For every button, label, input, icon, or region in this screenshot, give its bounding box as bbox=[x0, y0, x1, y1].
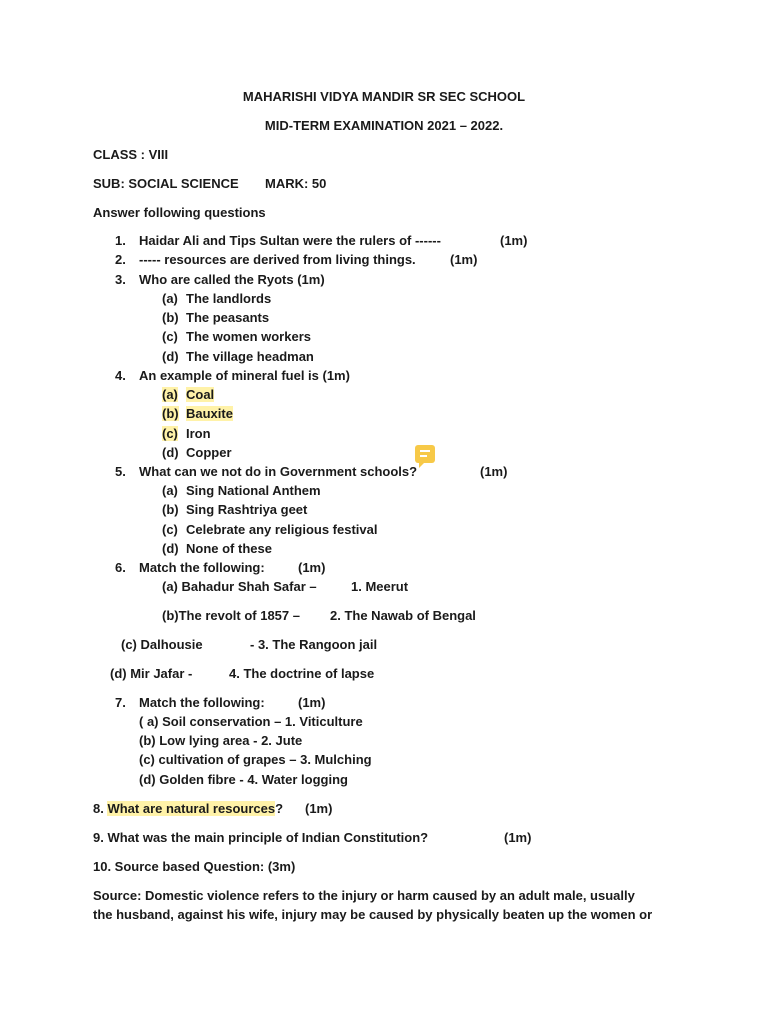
q6-row-c-right: - 3. The Rangoon jail bbox=[250, 637, 378, 652]
q8-mark: (1m) bbox=[305, 801, 333, 816]
q3-option-a-text: The landlords bbox=[186, 291, 272, 306]
q4-option-c-label: (c) bbox=[162, 426, 178, 441]
q7-row-d: (d) Golden fibre - 4. Water logging bbox=[139, 772, 348, 787]
q5-option-d-label: (d) bbox=[162, 541, 179, 556]
q1-text: Haidar Ali and Tips Sultan were the rulers of ------ bbox=[139, 233, 441, 248]
q8-text: What are natural resources bbox=[107, 801, 276, 816]
source-line-1: Source: Domestic violence refers to the injury or harm caused by an adult male, usually bbox=[93, 888, 635, 903]
q5-number: 5. bbox=[115, 464, 126, 479]
q6-row-d-left: (d) Mir Jafar - bbox=[110, 666, 193, 681]
q4-option-a-label: (a) bbox=[162, 387, 178, 402]
q5-option-d-text: None of these bbox=[186, 541, 272, 556]
q6-number: 6. bbox=[115, 560, 126, 575]
q7-mark: (1m) bbox=[298, 695, 326, 710]
q3-text: Who are called the Ryots (1m) bbox=[139, 272, 325, 287]
q3-number: 3. bbox=[115, 272, 126, 287]
q3-option-a-label: (a) bbox=[162, 291, 178, 306]
q7-number: 7. bbox=[115, 695, 126, 710]
class-label: CLASS : VIII bbox=[93, 147, 169, 162]
q7-row-a: ( a) Soil conservation – 1. Viticulture bbox=[139, 714, 363, 729]
q6-row-d-right: 4. The doctrine of lapse bbox=[229, 666, 375, 681]
q9-text: 9. What was the main principle of Indian Constitution? bbox=[93, 830, 429, 845]
q5-option-a-text: Sing National Anthem bbox=[186, 483, 321, 498]
q4-option-d-label: (d) bbox=[162, 445, 179, 460]
q6-row-a-right: 1. Meerut bbox=[351, 579, 409, 594]
school-name: MAHARISHI VIDYA MANDIR SR SEC SCHOOL bbox=[242, 89, 526, 104]
q2-mark: (1m) bbox=[450, 252, 478, 267]
q5-mark: (1m) bbox=[480, 464, 508, 479]
q3-option-b-label: (b) bbox=[162, 310, 179, 325]
q6-row-b-right: 2. The Nawab of Bengal bbox=[330, 608, 476, 623]
q2-text: ----- resources are derived from living things. bbox=[139, 252, 416, 267]
q4-number: 4. bbox=[115, 368, 126, 383]
q3-option-d-text: The village headman bbox=[186, 349, 314, 364]
q1-mark: (1m) bbox=[500, 233, 528, 248]
q3-option-c-label: (c) bbox=[162, 329, 178, 344]
q4-text: An example of mineral fuel is (1m) bbox=[139, 368, 350, 383]
q4-option-b-text: Bauxite bbox=[186, 406, 233, 421]
q4-option-d-text: Copper bbox=[186, 445, 232, 460]
q6-row-c-left: (c) Dalhousie bbox=[121, 637, 203, 652]
q6-row-a-left: (a) Bahadur Shah Safar – bbox=[162, 579, 317, 594]
q5-option-c-label: (c) bbox=[162, 522, 178, 537]
comment-icon[interactable] bbox=[415, 445, 435, 463]
exam-title: MID-TERM EXAMINATION 2021 – 2022. bbox=[264, 118, 504, 133]
q6-text: Match the following: bbox=[139, 560, 265, 575]
q4-option-c-text: Iron bbox=[186, 426, 211, 441]
q7-row-b: (b) Low lying area - 2. Jute bbox=[139, 733, 303, 748]
q5-option-b-label: (b) bbox=[162, 502, 179, 517]
mark-label: MARK: 50 bbox=[265, 176, 327, 191]
q8-number: 8. bbox=[93, 801, 104, 816]
q2-number: 2. bbox=[115, 252, 126, 267]
q10-text: 10. Source based Question: (3m) bbox=[93, 859, 296, 874]
q3-option-d-label: (d) bbox=[162, 349, 179, 364]
q5-option-c-text: Celebrate any religious festival bbox=[186, 522, 378, 537]
q5-text: What can we not do in Government schools? bbox=[139, 464, 418, 479]
q7-row-c: (c) cultivation of grapes – 3. Mulching bbox=[139, 752, 372, 767]
q4-option-b-label: (b) bbox=[162, 406, 179, 421]
subject-label: SUB: SOCIAL SCIENCE bbox=[93, 176, 239, 191]
q8-line bbox=[93, 801, 283, 817]
q7-text: Match the following: bbox=[139, 695, 265, 710]
q6-row-b-left: (b)The revolt of 1857 – bbox=[162, 608, 300, 623]
q6-mark: (1m) bbox=[298, 560, 326, 575]
q9-mark: (1m) bbox=[504, 830, 532, 845]
q4-option-a-text: Coal bbox=[186, 387, 215, 402]
q5-option-a-label: (a) bbox=[162, 483, 178, 498]
q5-option-b-text: Sing Rashtriya geet bbox=[186, 502, 308, 517]
q8-tail: ? bbox=[275, 801, 284, 816]
q3-option-c-text: The women workers bbox=[186, 329, 311, 344]
instruction: Answer following questions bbox=[93, 205, 266, 220]
q1-number: 1. bbox=[115, 233, 126, 248]
source-line-2: the husband, against his wife, injury may be caused by physically beaten up the women or bbox=[93, 907, 653, 922]
q3-option-b-text: The peasants bbox=[186, 310, 270, 325]
